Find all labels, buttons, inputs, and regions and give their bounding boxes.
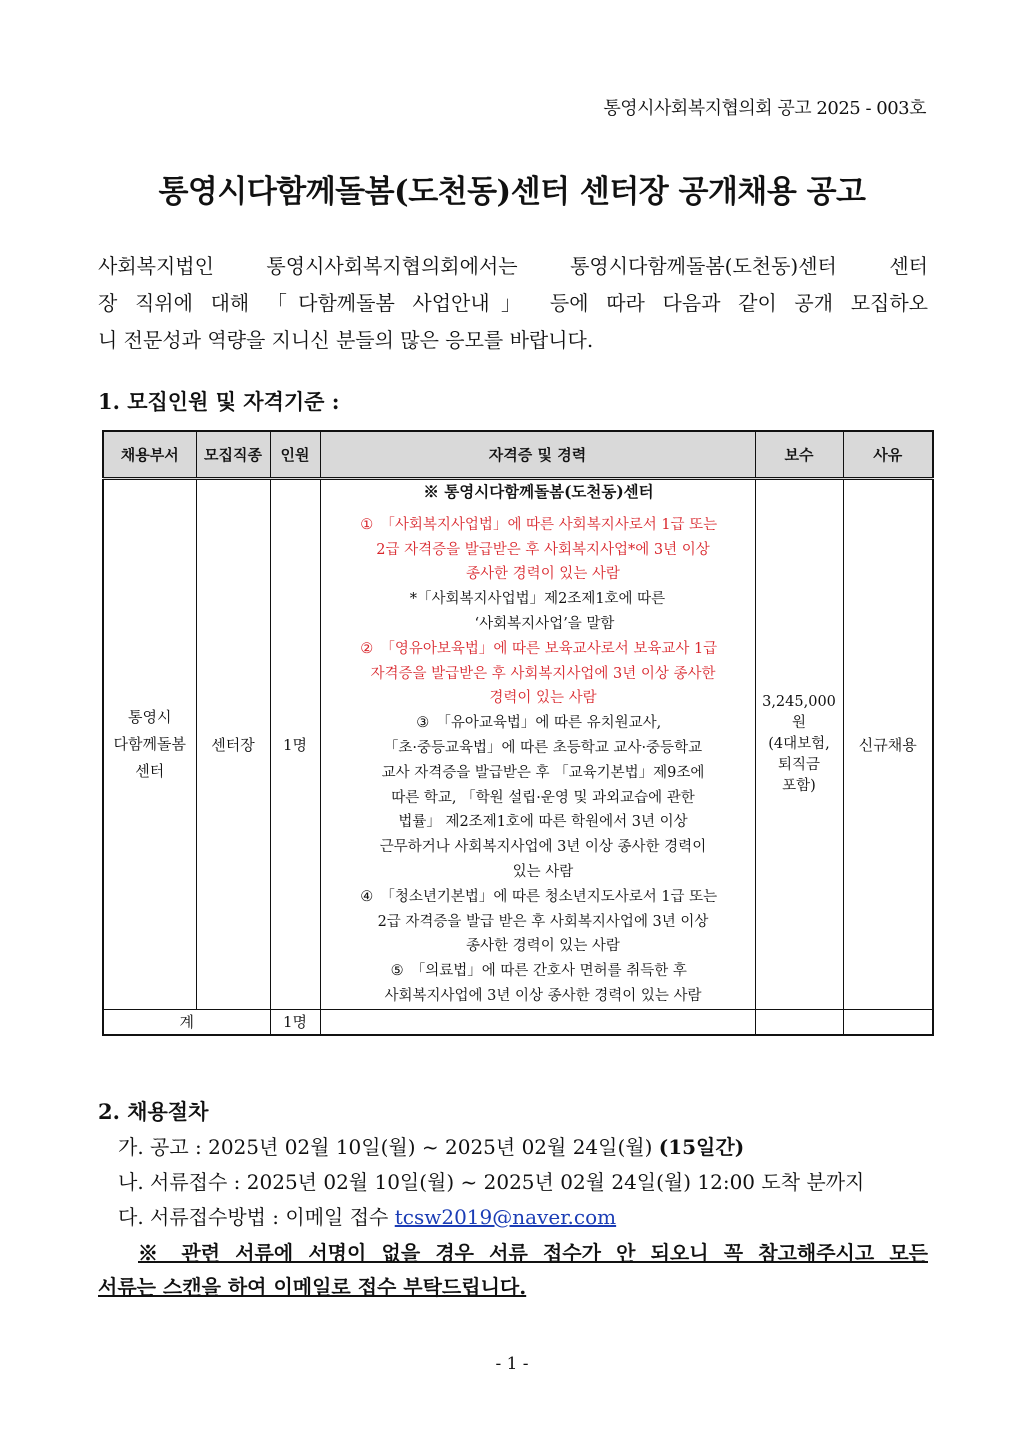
job-cell: 센터장 xyxy=(196,479,270,1010)
item-number: ③ xyxy=(416,715,430,732)
procedure-text: 가. 공고 : 2025년 02월 10일(월) ~ 2025년 02월 24일(월) xyxy=(118,1135,659,1159)
item-number: ⑤ xyxy=(390,963,404,980)
qualification-item-2 xyxy=(321,637,755,711)
qualification-item-4 xyxy=(321,885,755,959)
intro-paragraph xyxy=(98,248,928,359)
item-number: ④ xyxy=(360,888,374,905)
item-line: 2급 자격증을 발급받은 후 사회복지사업*에 3년 이상 xyxy=(376,541,710,558)
item-line: 2급 자격증을 발급 받은 후 사회복지사업에 3년 이상 xyxy=(377,913,709,930)
pay-line: 3,245,000원 xyxy=(762,693,836,731)
reason-cell: 신규채용 xyxy=(843,479,933,1010)
column-header: 사유 xyxy=(843,431,933,479)
pay-line: (4대보험, xyxy=(768,735,830,752)
item-line: 법률」 제2조제1호에 따른 학원에서 3년 이상 xyxy=(398,814,688,831)
item-line: 「사회복지사업법」에 따른 사회복지사로서 1급 또는 xyxy=(380,516,718,533)
item-line: 사회복지사업에 3년 이상 종사한 경력이 있는 사람 xyxy=(384,987,702,1004)
item-line: 따른 학교, 「학원 설립·운영 및 과외교습에 관한 xyxy=(391,789,695,806)
dept-line: 다함께돌봄 xyxy=(113,734,186,753)
procedure-duration: (15일간) xyxy=(658,1135,745,1159)
item-line: 경력이 있는 사람 xyxy=(489,690,597,707)
page-title: 통영시다함께돌봄(도천동)센터 센터장 공개채용 공고 xyxy=(158,174,866,210)
recruitment-table xyxy=(102,430,934,1036)
pay-line: 포함) xyxy=(782,777,816,794)
column-header: 자격증 및 경력 xyxy=(320,431,755,479)
column-header: 보수 xyxy=(755,431,843,479)
notice-line: ※ 관련 서류에 서명이 없을 경우 서류 접수가 안 되오니 꼭 참고해주시고 모든 xyxy=(138,1241,928,1265)
email-link[interactable]: tcsw2019@naver.com xyxy=(394,1205,617,1229)
notice-line: 서류는 스캔을 하여 이메일로 접수 부탁드립니다. xyxy=(98,1275,527,1299)
item-line: 있는 사람 xyxy=(512,863,574,880)
note-line: *「사회복지사업법」제2조제1호에 따른 xyxy=(409,591,666,608)
pay-cell xyxy=(755,479,843,1010)
qualification-title: ※ 통영시다함께돌봄(도천동)센터 xyxy=(423,482,654,501)
notice-text xyxy=(98,1236,928,1304)
section-2-heading: 2. 채용절차 xyxy=(98,1099,209,1124)
column-header: 모집직종 xyxy=(196,431,270,479)
item-line: 종사한 경력이 있는 사람 xyxy=(466,566,620,583)
qualification-item-5 xyxy=(321,959,755,1009)
procedure-item: 나. 서류접수 : 2025년 02월 10일(월) ~ 2025년 02월 24일(월) 12:00 도착 분까지 xyxy=(118,1170,865,1194)
total-label: 계 xyxy=(103,1009,270,1035)
total-row xyxy=(103,1009,933,1035)
item-number: ② xyxy=(360,640,374,657)
qualification-cell xyxy=(320,479,755,1010)
note-line: ‘사회복지사업’을 말함 xyxy=(474,615,615,632)
item-line: 「청소년기본법」에 따른 청소년지도사로서 1급 또는 xyxy=(380,888,718,905)
item-line: 종사한 경력이 있는 사람 xyxy=(466,938,620,955)
qualification-item-3 xyxy=(321,711,755,885)
total-empty xyxy=(843,1009,933,1035)
item-line: 「의료법」에 따른 간호사 면허를 취득한 후 xyxy=(410,963,687,980)
dept-line: 센터 xyxy=(135,761,165,780)
item-line: 「영유아보육법」에 따른 보육교사로서 보육교사 1급 xyxy=(380,640,718,657)
dept-line: 통영시 xyxy=(128,707,172,726)
document-number: 통영시사회복지협의회 공고 2025 - 003호 xyxy=(603,98,926,119)
qualification-item-1 xyxy=(321,513,755,587)
procedure-text: 다. 서류접수방법 : 이메일 접수 xyxy=(118,1205,395,1229)
total-empty xyxy=(320,1009,755,1035)
intro-line: 사회복지법인 통영시사회복지협의회에서는 통영시다함께돌봄(도천동)센터 센터 xyxy=(98,254,928,278)
dept-cell xyxy=(103,479,196,1010)
intro-line: 장 직위에 대해 「다함께돌봄 사업안내」 등에 따라 다음과 같이 공개 모집하오 xyxy=(98,291,928,315)
column-header: 채용부서 xyxy=(103,431,196,479)
page-number: - 1 - xyxy=(495,1354,529,1374)
qualification-note xyxy=(321,587,755,637)
table-header-row xyxy=(103,431,933,479)
pay-line: 퇴직금 xyxy=(777,756,821,773)
item-number: ① xyxy=(360,516,374,533)
item-line: 근무하거나 사회복지사업에 3년 이상 종사한 경력이 xyxy=(379,839,707,856)
item-line: 자격증을 발급받은 후 사회복지사업에 3년 이상 종사한 xyxy=(370,665,716,682)
total-empty xyxy=(755,1009,843,1035)
section-1-heading: 1. 모집인원 및 자격기준 : xyxy=(98,389,340,414)
procedure-list xyxy=(118,1130,864,1235)
total-count: 1명 xyxy=(270,1009,320,1035)
count-cell: 1명 xyxy=(270,479,320,1010)
item-line: 「유아교육법」에 따른 유치원교사, xyxy=(436,715,662,732)
table-row xyxy=(103,479,933,1010)
item-line: 「초·중등교육법」에 따른 초등학교 교사·중등학교 xyxy=(383,739,703,756)
column-header: 인원 xyxy=(270,431,320,479)
item-line: 교사 자격증을 발급받은 후 「교육기본법」제9조에 xyxy=(381,764,705,781)
procedure-item xyxy=(118,1200,864,1235)
procedure-item xyxy=(118,1130,864,1165)
intro-line: 니 전문성과 역량을 지니신 분들의 많은 응모를 바랍니다. xyxy=(98,328,594,352)
